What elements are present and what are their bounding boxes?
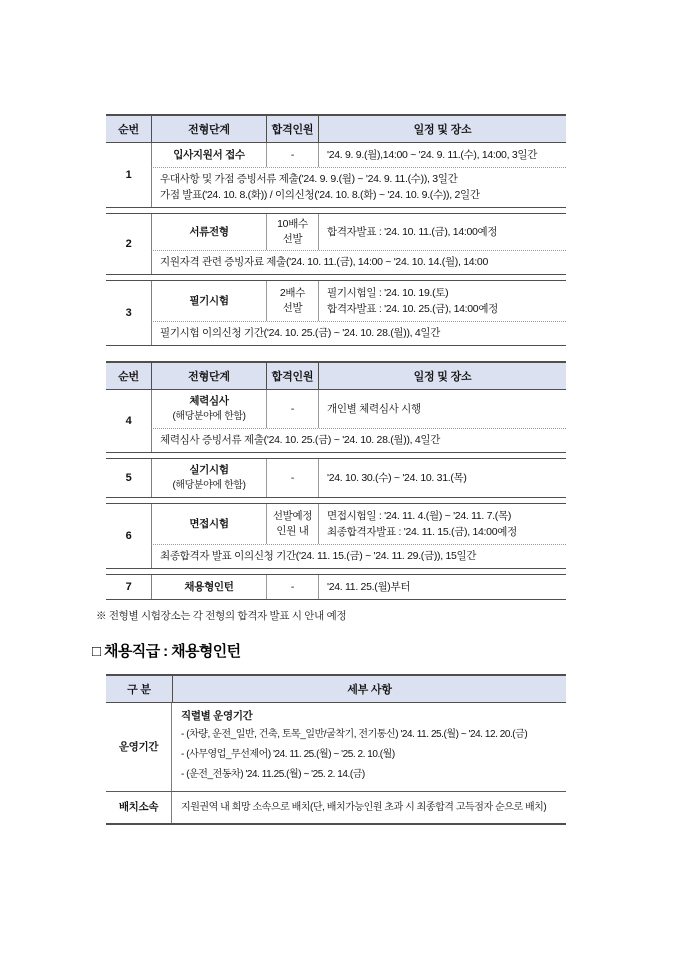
quota-value	[266, 281, 318, 321]
detail-content	[172, 792, 566, 823]
stage-name: 필기시험	[151, 281, 266, 321]
note-line: 우대사항 및 가점 증빙서류 제출('24. 9. 9.(월) ~ '24. 9. 11.(수)), 3일간	[160, 173, 458, 185]
schedule-text	[318, 281, 566, 321]
stage-row-7	[106, 574, 566, 600]
detail-title: 직렬별 운영기간	[181, 710, 253, 722]
row-number: 6	[125, 529, 132, 542]
section-title: □ 채용직급 : 채용형인턴	[92, 643, 241, 660]
column-header-category: 구 분	[127, 684, 151, 696]
schedule-line: 개인별 체력심사 시행	[327, 403, 421, 415]
detail-text: 지원권역 내 희망 소속으로 배치(단, 배치가능인원 초과 시 최종합격 고득점자 순으로 배치)	[181, 802, 547, 813]
quota-value: -	[266, 143, 318, 167]
row-number: 2	[125, 237, 132, 250]
detail-content	[172, 703, 566, 791]
row-number: 5	[125, 471, 132, 484]
schedule-text	[318, 390, 566, 428]
quota-line: 선발	[282, 233, 303, 245]
stage-title: 실기시험	[189, 464, 229, 476]
schedule-line: '24. 10. 30.(수) ~ '24. 10. 31.(목)	[327, 472, 467, 484]
quota-value: -	[266, 390, 318, 428]
stage-name: 채용형인턴	[151, 575, 266, 599]
quota-line: 선발	[282, 302, 303, 314]
column-header-detail: 세부 사항	[172, 676, 566, 702]
quota-line: 선발예정	[272, 510, 313, 522]
schedule-line: 합격자발표 : '24. 10. 11.(금), 14:00예정	[327, 226, 498, 238]
quota-value: -	[266, 459, 318, 497]
quota-line: 10배수	[277, 218, 308, 230]
column-header-quota: 합격인원	[266, 363, 318, 389]
note-line: 지원자격 관련 증빙자료 제출('24. 10. 11.(금), 14:00 ~ '24. 10. 14.(월), 14:00	[160, 256, 489, 268]
stage-name	[151, 459, 266, 497]
category-label: 운영기간	[106, 703, 172, 791]
note-line: 가점 발표('24. 10. 8.(화)) / 이의신청('24. 10. 8.(화) ~ '24. 10. 9.(수)), 2일간	[160, 189, 480, 201]
table1-header-row	[106, 114, 566, 143]
footnote: ※ 전형별 시험장소는 각 전형의 합격자 발표 시 안내 예정	[96, 610, 347, 622]
row-number: 7	[125, 580, 132, 593]
schedule-line: 최종합격자발표 : '24. 11. 15.(금), 14:00예정	[327, 526, 517, 538]
schedule-line: '24. 11. 25.(월)부터	[327, 581, 411, 593]
row-note	[151, 321, 566, 345]
schedule-text	[318, 214, 566, 250]
row-note	[151, 428, 566, 452]
column-header-schedule: 일정 및 장소	[318, 363, 566, 389]
row-number: 1	[125, 168, 132, 181]
schedule-line: 면접시험일 : '24. 11. 4.(월) ~ '24. 11. 7.(목)	[327, 510, 512, 522]
schedule-text	[318, 575, 566, 599]
schedule-line: 필기시험일 : '24. 10. 19.(토)	[327, 287, 449, 299]
detail-row-operation-period	[106, 703, 566, 792]
stage-row-6	[106, 503, 566, 569]
column-header-no: 순번	[118, 371, 139, 383]
quota-line: 인원 내	[276, 525, 309, 537]
stage-row-3	[106, 280, 566, 346]
detail-bullet: - (운전_전동차) '24. 11.25.(월) ~ '25. 2. 14.(금)	[181, 769, 365, 780]
column-header-stage: 전형단계	[151, 363, 266, 389]
quota-value: -	[266, 575, 318, 599]
stage-subtitle: (해당분야에 한함)	[172, 480, 246, 491]
column-header-stage: 전형단계	[151, 116, 266, 142]
schedule-text	[318, 143, 566, 167]
selection-schedule-table-1	[106, 114, 566, 346]
schedule-line: '24. 9. 9.(월),14:00 ~ '24. 9. 11.(수), 14:00, 3일간	[327, 149, 538, 161]
quota-line: 2배수	[279, 287, 306, 299]
category-label: 배치소속	[106, 792, 172, 823]
row-note	[151, 250, 566, 274]
stage-row-4	[106, 390, 566, 453]
schedule-text	[318, 504, 566, 544]
stage-row-5	[106, 458, 566, 498]
page-content	[92, 114, 573, 825]
stage-name: 입사지원서 접수	[151, 143, 266, 167]
schedule-text	[318, 459, 566, 497]
row-note	[151, 544, 566, 568]
stage-row-2	[106, 213, 566, 275]
column-header-quota: 합격인원	[266, 116, 318, 142]
stage-subtitle: (해당분야에 한함)	[172, 411, 246, 422]
table3-header-row	[106, 674, 566, 703]
detail-bullet: - (차량, 운전_일반, 건축, 토목_일반/굴착기, 전기통신) '24. 11. 25.(월) ~ '24. 12. 20.(금)	[181, 729, 528, 740]
stage-name: 면접시험	[151, 504, 266, 544]
stage-name	[151, 390, 266, 428]
selection-schedule-table-2	[106, 361, 566, 600]
note-line: 체력심사 증빙서류 제출('24. 10. 25.(금) ~ '24. 10. 28.(월)), 4일간	[160, 434, 441, 446]
column-header-schedule: 일정 및 장소	[318, 116, 566, 142]
stage-name: 서류전형	[151, 214, 266, 250]
stage-title: 체력심사	[189, 395, 229, 407]
note-line: 필기시험 이의신청 기간('24. 10. 25.(금) ~ '24. 10. 28.(월)), 4일간	[160, 327, 441, 339]
column-header-no: 순번	[118, 124, 139, 136]
detail-bullet: - (사무영업_무선제어) '24. 11. 25.(월) ~ '25. 2. 10.(월)	[181, 749, 395, 760]
row-number: 4	[125, 414, 132, 427]
table2-header-row	[106, 361, 566, 390]
quota-value	[266, 214, 318, 250]
stage-row-1	[106, 143, 566, 208]
note-line: 최종합격자 발표 이의신청 기간('24. 11. 15.(금) ~ '24. 11. 29.(금)), 15일간	[160, 550, 477, 562]
row-number: 3	[125, 306, 132, 319]
row-note	[151, 167, 566, 207]
quota-value	[266, 504, 318, 544]
detail-row-assignment	[106, 792, 566, 825]
schedule-line: 합격자발표 : '24. 10. 25.(금), 14:00예정	[327, 303, 499, 315]
intern-detail-table	[106, 674, 566, 825]
